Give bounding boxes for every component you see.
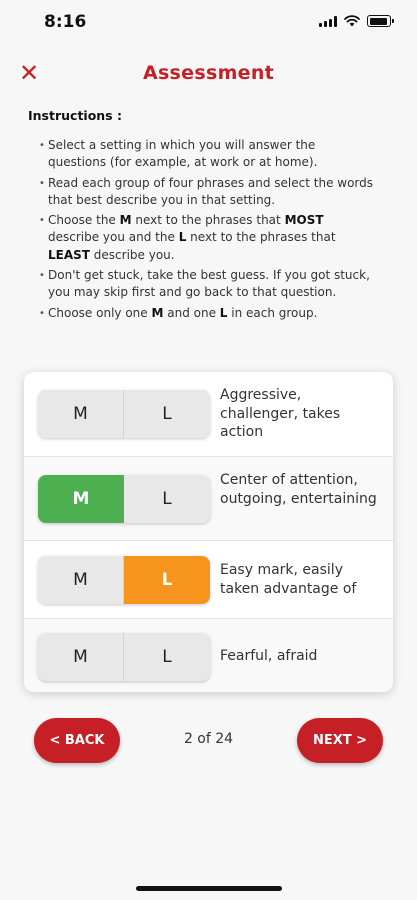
question-row xyxy=(24,457,393,541)
question-row xyxy=(24,619,393,692)
ml-toggle xyxy=(38,475,210,523)
least-button[interactable]: L xyxy=(162,647,172,667)
home-indicator[interactable] xyxy=(136,886,282,891)
instructions-list xyxy=(28,137,373,322)
most-button[interactable]: M xyxy=(38,390,124,438)
phrase-text: Aggressive, challenger, takes action xyxy=(220,387,341,440)
question-group-card xyxy=(24,372,393,692)
back-button[interactable]: < BACK xyxy=(34,718,120,763)
instruction-item: • Read each group of four phrases and select the words that best describe you in that setting. xyxy=(28,175,373,210)
ml-toggle xyxy=(38,556,210,604)
header xyxy=(0,56,417,92)
page-title: Assessment xyxy=(142,62,275,84)
least-button[interactable]: L xyxy=(162,489,172,509)
instructions-title: Instructions : xyxy=(28,108,122,123)
question-row xyxy=(24,372,393,457)
instruction-item: • Select a setting in which you will answer the questions (for example, at work or at home). xyxy=(28,137,373,172)
least-button[interactable]: L xyxy=(124,556,210,604)
phrase-text: Fearful, afraid xyxy=(220,648,318,664)
most-button[interactable]: M xyxy=(38,475,124,523)
close-icon[interactable]: ✕ xyxy=(18,59,40,87)
instruction-item: • Don't get stuck, take the best guess. If you got stuck, you may skip first and go back to that question. xyxy=(28,267,373,302)
least-button[interactable]: L xyxy=(162,404,172,424)
ml-toggle xyxy=(38,633,210,681)
battery-icon xyxy=(367,15,391,27)
ml-toggle xyxy=(38,390,210,438)
status-icons xyxy=(319,15,391,27)
battery-level xyxy=(370,18,387,25)
next-button[interactable]: NEXT > xyxy=(297,718,383,763)
question-row xyxy=(24,541,393,619)
instructions-section xyxy=(28,108,373,325)
phrase-text: Center of attention, outgoing, entertaining xyxy=(220,472,377,507)
status-time: 8:16 xyxy=(44,12,87,32)
status-bar xyxy=(0,0,417,48)
instruction-item: • Choose the M next to the phrases that MOST describe you and the L next to the phrases that LEAST describe you. xyxy=(28,212,373,264)
cellular-signal-icon xyxy=(319,16,337,27)
most-button[interactable]: M xyxy=(38,633,124,681)
most-button[interactable]: M xyxy=(38,556,124,604)
instruction-item: • Choose only one M and one L in each group. xyxy=(28,305,373,322)
phrase-text: Easy mark, easily taken advantage of xyxy=(220,562,357,597)
page-indicator: 2 of 24 xyxy=(183,731,234,747)
wifi-icon xyxy=(344,15,360,27)
